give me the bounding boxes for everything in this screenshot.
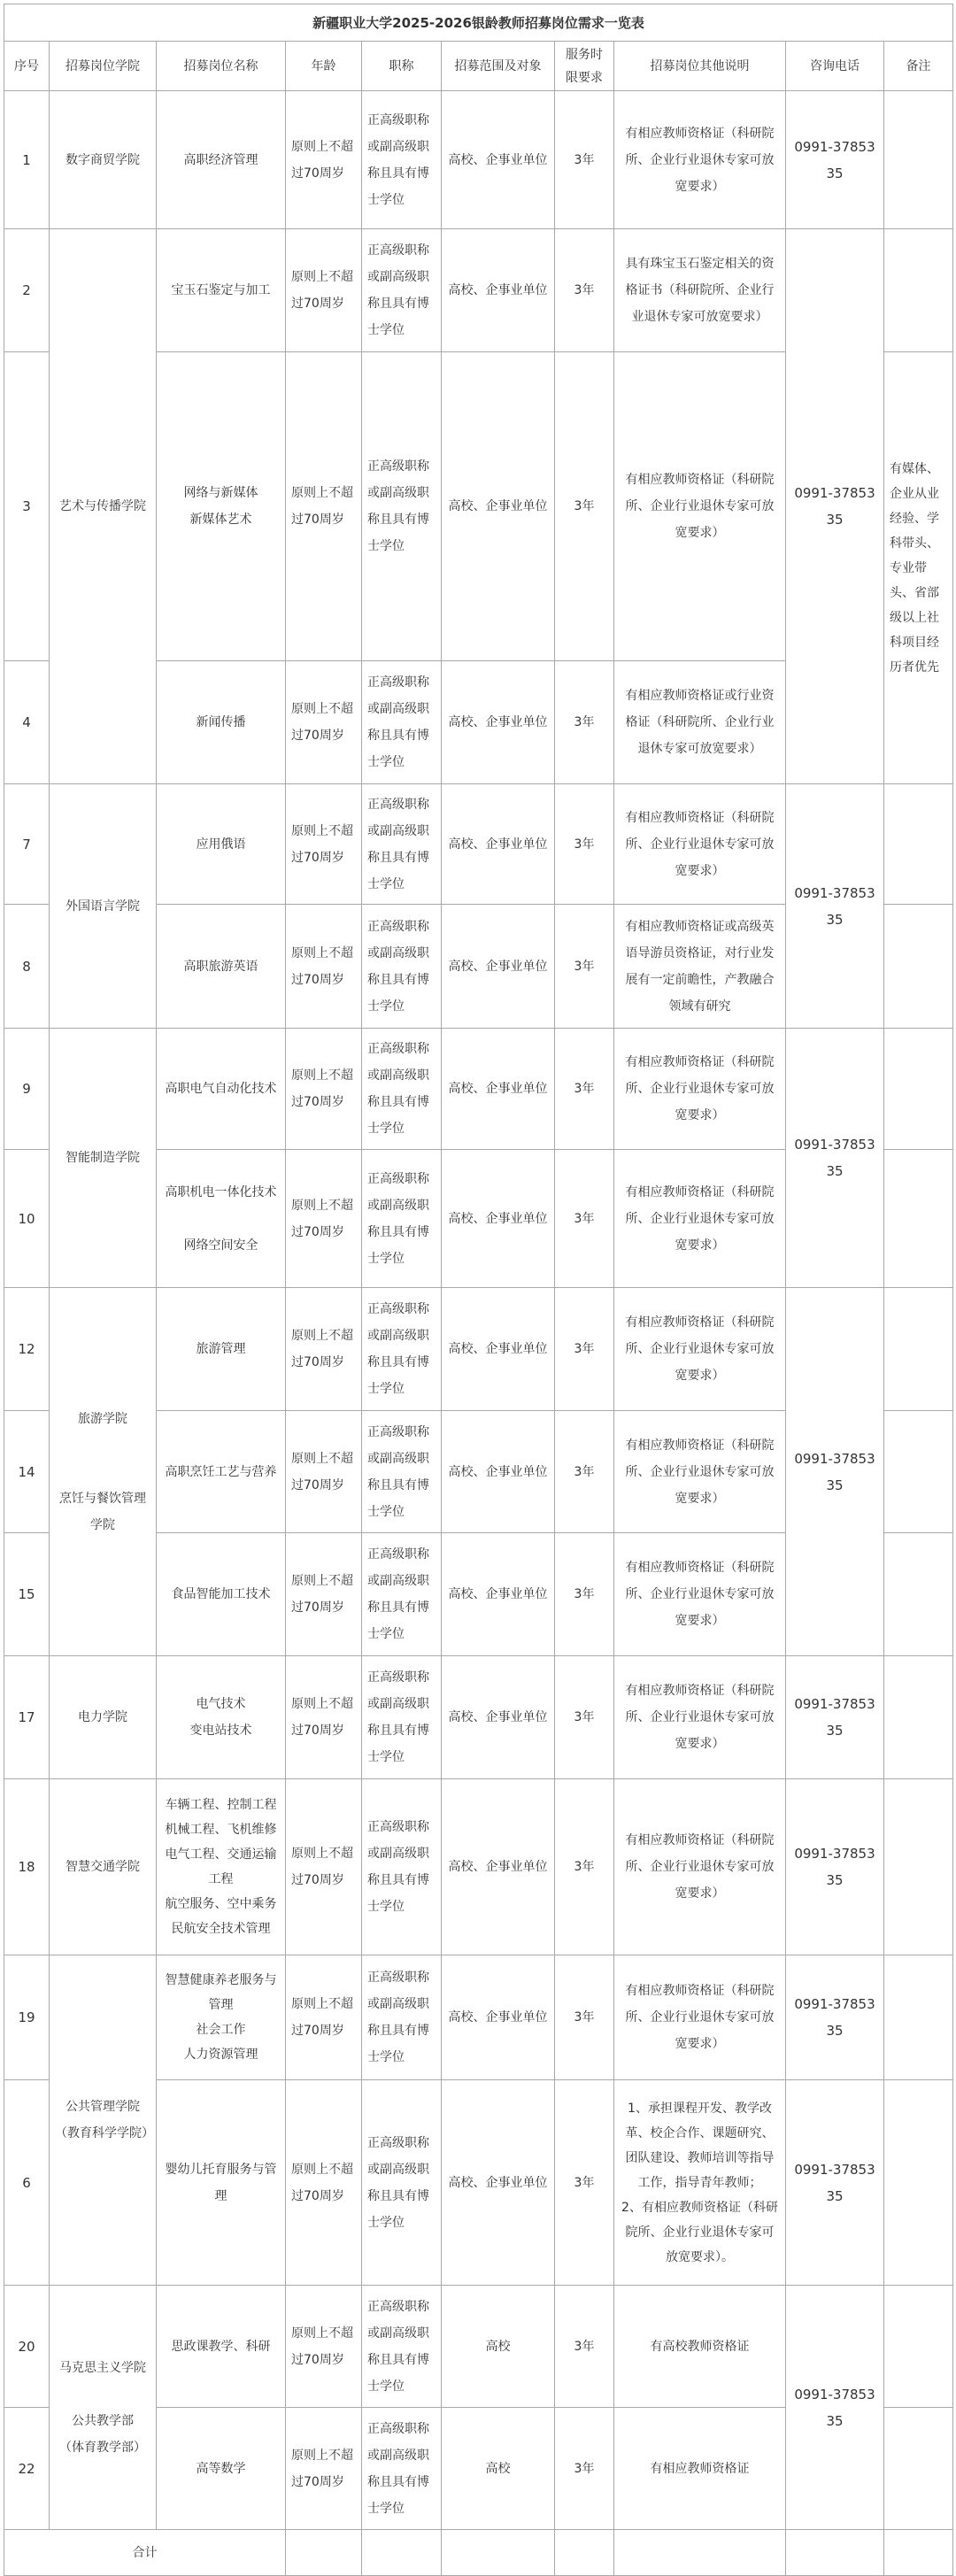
position-cell: 网络与新媒体 新媒体艺术: [157, 352, 286, 661]
age-cell: 原则上不超过70周岁: [286, 784, 362, 905]
position-cell: 旅游管理: [157, 1288, 286, 1411]
row-no: 8: [4, 905, 50, 1029]
table-row: [4, 784, 953, 905]
table-row: [4, 91, 953, 229]
phone-cell: 0991-3785335: [786, 1029, 884, 1288]
college-cell: 电力学院: [50, 1656, 157, 1779]
position-cell: 宝玉石鉴定与加工: [157, 229, 286, 352]
note-cell: [884, 1411, 953, 1533]
position-cell: 高职电气自动化技术: [157, 1029, 286, 1150]
title-cell: 正高级职称或副高级职称且具有博士学位: [362, 661, 442, 784]
phone-cell: 0991-3785335: [786, 229, 884, 784]
description-cell: 有相应教师资格证（科研院所、企业行业退休专家可放宽要求）: [614, 1656, 786, 1779]
college-cell: 数字商贸学院: [50, 91, 157, 229]
phone-cell: 0991-3785335: [786, 91, 884, 229]
phone-cell: 0991-3785335: [786, 2080, 884, 2286]
note-cell: [884, 1288, 953, 1411]
note-cell: [884, 2080, 953, 2286]
duration-cell: 3年: [555, 1029, 614, 1150]
description-cell: 有相应教师资格证（科研院所、企业行业退休专家可放宽要求）: [614, 352, 786, 661]
title-cell: 正高级职称或副高级职称且具有博士学位: [362, 1029, 442, 1150]
age-cell: 原则上不超过70周岁: [286, 661, 362, 784]
scope-cell: 高校、企事业单位: [442, 1029, 555, 1150]
header-description: 招募岗位其他说明: [614, 42, 786, 91]
title-cell: 正高级职称或副高级职称且具有博士学位: [362, 1779, 442, 1955]
description-cell: 有高校教师资格证: [614, 2286, 786, 2408]
duration-cell: 3年: [555, 1656, 614, 1779]
row-no: 19: [4, 1955, 50, 2080]
scope-cell: 高校、企事业单位: [442, 905, 555, 1029]
header-no: 序号: [4, 42, 50, 91]
duration-cell: 3年: [555, 661, 614, 784]
duration-cell: 3年: [555, 1955, 614, 2080]
header-row: [4, 42, 953, 91]
note-cell: [884, 905, 953, 1029]
duration-cell: 3年: [555, 784, 614, 905]
scope-cell: 高校、企事业单位: [442, 1955, 555, 2080]
description-cell: 具有珠宝玉石鉴定相关的资格证书（科研院所、企业行业退休专家可放宽要求）: [614, 229, 786, 352]
row-no: 7: [4, 784, 50, 905]
college-cell: 马克思主义学院 公共教学部 （体育教学部）: [50, 2286, 157, 2530]
description-cell: 有相应教师资格证（科研院所、企业行业退休专家可放宽要求）: [614, 1029, 786, 1150]
position-cell: 食品智能加工技术: [157, 1533, 286, 1656]
header-note: 备注: [884, 42, 953, 91]
title-cell: 正高级职称或副高级职称且具有博士学位: [362, 1288, 442, 1411]
description-cell: 有相应教师资格证（科研院所、企业行业退休专家可放宽要求）: [614, 1955, 786, 2080]
age-cell: 原则上不超过70周岁: [286, 352, 362, 661]
scope-cell: 高校、企事业单位: [442, 661, 555, 784]
title-cell: 正高级职称或副高级职称且具有博士学位: [362, 91, 442, 229]
age-cell: 原则上不超过70周岁: [286, 1411, 362, 1533]
position-cell: 高职经济管理: [157, 91, 286, 229]
age-cell: 原则上不超过70周岁: [286, 905, 362, 1029]
note-cell: [884, 1779, 953, 1955]
row-no: 1: [4, 91, 50, 229]
college-cell: 智能制造学院: [50, 1029, 157, 1288]
age-cell: 原则上不超过70周岁: [286, 2408, 362, 2530]
college-cell: 外国语言学院: [50, 784, 157, 1029]
age-cell: 原则上不超过70周岁: [286, 1288, 362, 1411]
duration-cell: 3年: [555, 1288, 614, 1411]
row-no: 4: [4, 661, 50, 784]
duration-cell: 3年: [555, 2080, 614, 2286]
note-cell: [884, 229, 953, 352]
row-no: 10: [4, 1150, 50, 1288]
note-cell: [884, 1150, 953, 1288]
scope-cell: 高校、企事业单位: [442, 1150, 555, 1288]
header-college: 招募岗位学院: [50, 42, 157, 91]
title-cell: 正高级职称或副高级职称且具有博士学位: [362, 1533, 442, 1656]
age-cell: 原则上不超过70周岁: [286, 2080, 362, 2286]
row-no: 6: [4, 2080, 50, 2286]
scope-cell: 高校、企事业单位: [442, 1779, 555, 1955]
age-cell: 原则上不超过70周岁: [286, 91, 362, 229]
position-cell: 思政课教学、科研: [157, 2286, 286, 2408]
note-cell: [884, 1955, 953, 2080]
title-cell: 正高级职称或副高级职称且具有博士学位: [362, 2286, 442, 2408]
note-cell: [884, 784, 953, 905]
position-cell: 新闻传播: [157, 661, 286, 784]
table-row: [4, 1656, 953, 1779]
recruitment-table: [4, 4, 953, 2576]
position-cell: 高职烹饪工艺与营养: [157, 1411, 286, 1533]
phone-cell: 0991-3785335: [786, 1779, 884, 1955]
header-duration: 服务时限要求: [555, 42, 614, 91]
row-no: 20: [4, 2286, 50, 2408]
age-cell: 原则上不超过70周岁: [286, 1955, 362, 2080]
table-row: [4, 1029, 953, 1150]
title-cell: 正高级职称或副高级职称且具有博士学位: [362, 229, 442, 352]
scope-cell: 高校、企事业单位: [442, 2080, 555, 2286]
row-no: 3: [4, 352, 50, 661]
position-cell: 婴幼儿托育服务与管理: [157, 2080, 286, 2286]
duration-cell: 3年: [555, 905, 614, 1029]
title-cell: 正高级职称或副高级职称且具有博士学位: [362, 1656, 442, 1779]
scope-cell: 高校、企事业单位: [442, 1533, 555, 1656]
age-cell: 原则上不超过70周岁: [286, 1029, 362, 1150]
position-cell: 高职旅游英语: [157, 905, 286, 1029]
college-cell: 公共管理学院 （教育科学学院）: [50, 1955, 157, 2286]
description-cell: 有相应教师资格证（科研院所、企业行业退休专家可放宽要求）: [614, 1533, 786, 1656]
table-row: [4, 1288, 953, 1411]
college-cell: 艺术与传播学院: [50, 229, 157, 784]
scope-cell: 高校、企事业单位: [442, 784, 555, 905]
row-no: 18: [4, 1779, 50, 1955]
phone-cell: 0991-3785335: [786, 1288, 884, 1656]
table-row: [4, 1779, 953, 1955]
duration-cell: 3年: [555, 229, 614, 352]
header-scope: 招募范围及对象: [442, 42, 555, 91]
scope-cell: 高校、企事业单位: [442, 229, 555, 352]
description-cell: 有相应教师资格证（科研院所、企业行业退休专家可放宽要求）: [614, 784, 786, 905]
duration-cell: 3年: [555, 1150, 614, 1288]
note-cell: [884, 91, 953, 229]
scope-cell: 高校、企事业单位: [442, 1288, 555, 1411]
title-cell: 正高级职称或副高级职称且具有博士学位: [362, 1411, 442, 1533]
age-cell: 原则上不超过70周岁: [286, 1533, 362, 1656]
description-cell: 有相应教师资格证或行业资格证（科研院所、企业行业退休专家可放宽要求）: [614, 661, 786, 784]
title-cell: 正高级职称或副高级职称且具有博士学位: [362, 1955, 442, 2080]
position-cell: 车辆工程、控制工程机械工程、飞机维修电气工程、交通运输工程 航空服务、空中乘务民航安全技术管理: [157, 1779, 286, 1955]
note-cell: [884, 2408, 953, 2530]
phone-cell: 0991-3785335: [786, 2286, 884, 2530]
age-cell: 原则上不超过70周岁: [286, 1150, 362, 1288]
description-cell: 有相应教师资格证（科研院所、企业行业退休专家可放宽要求）: [614, 1411, 786, 1533]
duration-cell: 3年: [555, 2286, 614, 2408]
title-cell: 正高级职称或副高级职称且具有博士学位: [362, 784, 442, 905]
description-cell: 有相应教师资格证（科研院所、企业行业退休专家可放宽要求）: [614, 1150, 786, 1288]
table-row: [4, 229, 953, 352]
college-cell: 旅游学院 烹饪与餐饮管理学院: [50, 1288, 157, 1656]
age-cell: 原则上不超过70周岁: [286, 1656, 362, 1779]
title-cell: 正高级职称或副高级职称且具有博士学位: [362, 1150, 442, 1288]
description-cell: 有相应教师资格证或高级英语导游员资格证，对行业发展有一定前瞻性，产教融合领域有研究: [614, 905, 786, 1029]
duration-cell: 3年: [555, 1779, 614, 1955]
description-cell: 有相应教师资格证（科研院所、企业行业退休专家可放宽要求）: [614, 1288, 786, 1411]
row-no: 9: [4, 1029, 50, 1150]
description-cell: 1、承担课程开发、教学改革、校企合作、课题研究、团队建设、教师培训等指导工作，指导青年教师； 2、有相应教师资格证（科研院所、企业行业退休专家可放宽要求）。: [614, 2080, 786, 2286]
scope-cell: 高校: [442, 2408, 555, 2530]
header-title: 职称: [362, 42, 442, 91]
phone-cell: 0991-3785335: [786, 784, 884, 1029]
row-no: 17: [4, 1656, 50, 1779]
note-cell: 有媒体、企业从业经验、学科带头、专业带头、省部级以上社科项目经历者优先: [884, 352, 953, 784]
age-cell: 原则上不超过70周岁: [286, 2286, 362, 2408]
title-cell: 正高级职称或副高级职称且具有博士学位: [362, 2080, 442, 2286]
scope-cell: 高校、企事业单位: [442, 1411, 555, 1533]
total-label: 合计: [4, 2530, 286, 2576]
duration-cell: 3年: [555, 352, 614, 661]
duration-cell: 3年: [555, 1533, 614, 1656]
position-cell: 高等数学: [157, 2408, 286, 2530]
scope-cell: 高校、企事业单位: [442, 1656, 555, 1779]
college-cell: 智慧交通学院: [50, 1779, 157, 1955]
note-cell: [884, 1029, 953, 1150]
position-cell: 应用俄语: [157, 784, 286, 905]
position-cell: 电气技术 变电站技术: [157, 1656, 286, 1779]
header-position: 招募岗位名称: [157, 42, 286, 91]
age-cell: 原则上不超过70周岁: [286, 229, 362, 352]
description-cell: 有相应教师资格证（科研院所、企业行业退休专家可放宽要求）: [614, 1779, 786, 1955]
description-cell: 有相应教师资格证（科研院所、企业行业退休专家可放宽要求）: [614, 91, 786, 229]
table-title: 新疆职业大学2025-2026银龄教师招募岗位需求一览表: [4, 4, 953, 42]
scope-cell: 高校: [442, 2286, 555, 2408]
row-no: 15: [4, 1533, 50, 1656]
scope-cell: 高校、企事业单位: [442, 91, 555, 229]
title-cell: 正高级职称或副高级职称且具有博士学位: [362, 352, 442, 661]
duration-cell: 3年: [555, 91, 614, 229]
row-no: 14: [4, 1411, 50, 1533]
note-cell: [884, 2286, 953, 2408]
phone-cell: 0991-3785335: [786, 1955, 884, 2080]
title-cell: 正高级职称或副高级职称且具有博士学位: [362, 905, 442, 1029]
title-cell: 正高级职称或副高级职称且具有博士学位: [362, 2408, 442, 2530]
row-no: 2: [4, 229, 50, 352]
position-cell: 高职机电一体化技术 网络空间安全: [157, 1150, 286, 1288]
scope-cell: 高校、企事业单位: [442, 352, 555, 661]
header-phone: 咨询电话: [786, 42, 884, 91]
total-row: [4, 2530, 953, 2576]
note-cell: [884, 1656, 953, 1779]
table-row: [4, 2286, 953, 2408]
row-no: 22: [4, 2408, 50, 2530]
note-cell: [884, 1533, 953, 1656]
header-age: 年龄: [286, 42, 362, 91]
table-row: [4, 1955, 953, 2080]
row-no: 12: [4, 1288, 50, 1411]
duration-cell: 3年: [555, 2408, 614, 2530]
description-cell: 有相应教师资格证: [614, 2408, 786, 2530]
age-cell: 原则上不超过70周岁: [286, 1779, 362, 1955]
position-cell: 智慧健康养老服务与管理 社会工作 人力资源管理: [157, 1955, 286, 2080]
duration-cell: 3年: [555, 1411, 614, 1533]
phone-cell: 0991-3785335: [786, 1656, 884, 1779]
